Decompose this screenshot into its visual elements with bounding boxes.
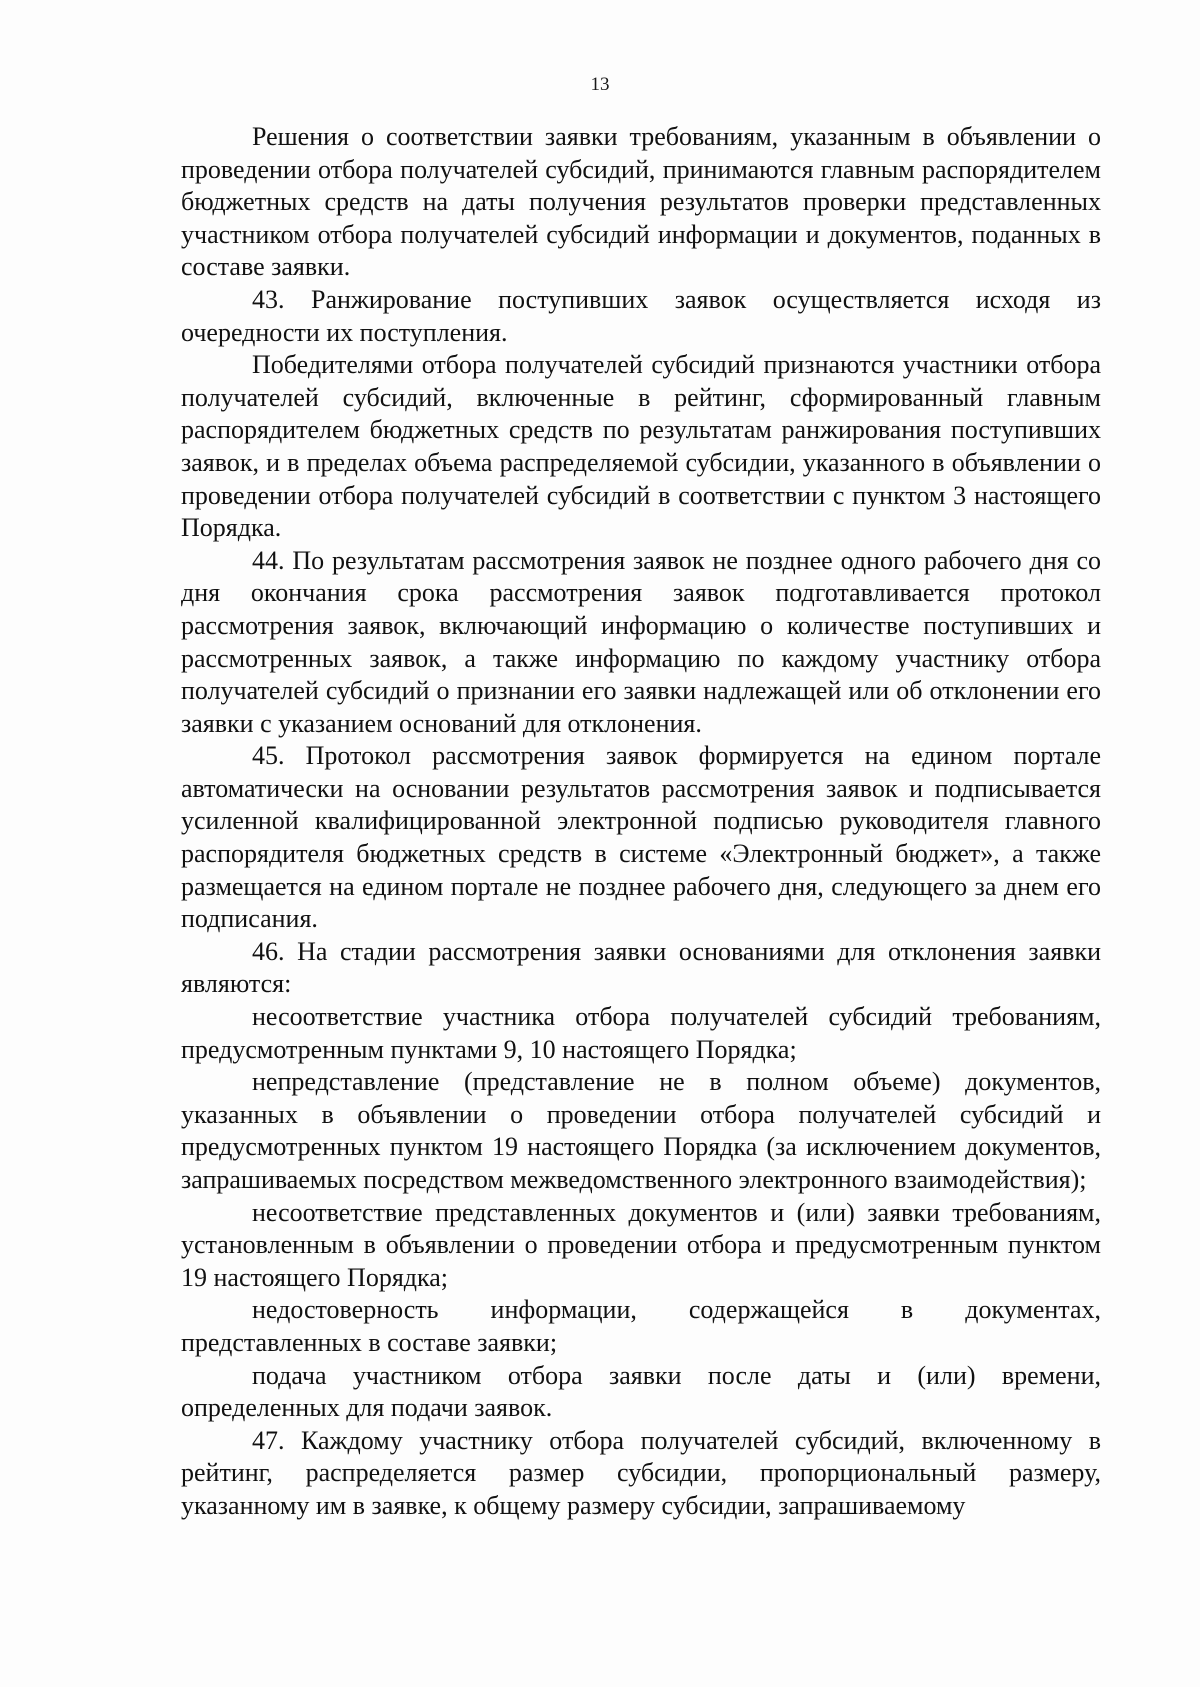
paragraph-46-item-3: несоответствие представленных документов и (или) заявки требованиям, установленным в объявлении о проведении отбора и предусмотренным пунктом 19 настоящего Порядка;: [181, 1197, 1101, 1292]
paragraph-46-item-5: подача участником отбора заявки после даты и (или) времени, определенных для подачи заявок.: [181, 1360, 1101, 1423]
paragraph-46-item-2: непредставление (представление не в полном объеме) документов, указанных в объявлении о проведении отбора получателей субсидий и предусмотренных пунктом 19 настоящего Порядка (за исключением документов, запрашиваемых посредством межведомственного электронного взаимодействия);: [181, 1067, 1101, 1194]
paragraph-46: 46. На стадии рассмотрения заявки основаниями для отклонения заявки являются:: [181, 936, 1101, 999]
paragraph-decisions: Решения о соответствии заявки требованиям, указанным в объявлении о проведении отбора получателей субсидий, принимаются главным распорядителем бюджетных средств на даты получения результатов проверки представленных участником отбора получателей субсидий информации и документов, поданных в составе заявки.: [181, 122, 1101, 282]
paragraph-45: 45. Протокол рассмотрения заявок формируется на едином портале автоматически на основании результатов рассмотрения заявок и подписывается усиленной квалифицированной электронной подписью руководителя главного распорядителя бюджетных средств в системе «Электронный бюджет», а также размещается на едином портале не позднее рабочего дня, следующего за днем его подписания.: [181, 741, 1101, 934]
paragraph-47: 47. Каждому участнику отбора получателей субсидий, включенному в рейтинг, распределяется размер субсидии, пропорциональный размеру, указанному им в заявке, к общему размеру субсидии, запрашиваемому: [181, 1425, 1101, 1520]
document-body: [181, 121, 1101, 1523]
page-number: 13: [590, 74, 610, 95]
paragraph-43: 43. Ранжирование поступивших заявок осуществляется исходя из очередности их поступления.: [181, 284, 1101, 347]
paragraph-46-item-4: недостоверность информации, содержащейся в документах, представленных в составе заявки;: [181, 1295, 1101, 1357]
paragraph-46-item-1: несоответствие участника отбора получателей субсидий требованиям, предусмотренным пунктами 9, 10 настоящего Порядка;: [181, 1002, 1101, 1064]
paragraph-44: 44. По результатам рассмотрения заявок не позднее одного рабочего дня со дня окончания срока рассмотрения заявок подготавливается протокол рассмотрения заявок, включающий информацию о количестве поступивших и рассмотренных заявок, а также информацию по каждому участнику отбора получателей субсидий о признании его заявки надлежащей или об отклонении его заявки с указанием оснований для отклонения.: [181, 545, 1101, 738]
paragraph-winners: Победителями отбора получателей субсидий признаются участники отбора получателей субсидий, включенные в рейтинг, сформированный главным распорядителем бюджетных средств по результатам ранжирования поступивших заявок, и в пределах объема распределяемой субсидии, указанного в объявлении о проведении отбора получателей субсидий в соответствии с пунктом 3 настоящего Порядка.: [181, 350, 1101, 543]
